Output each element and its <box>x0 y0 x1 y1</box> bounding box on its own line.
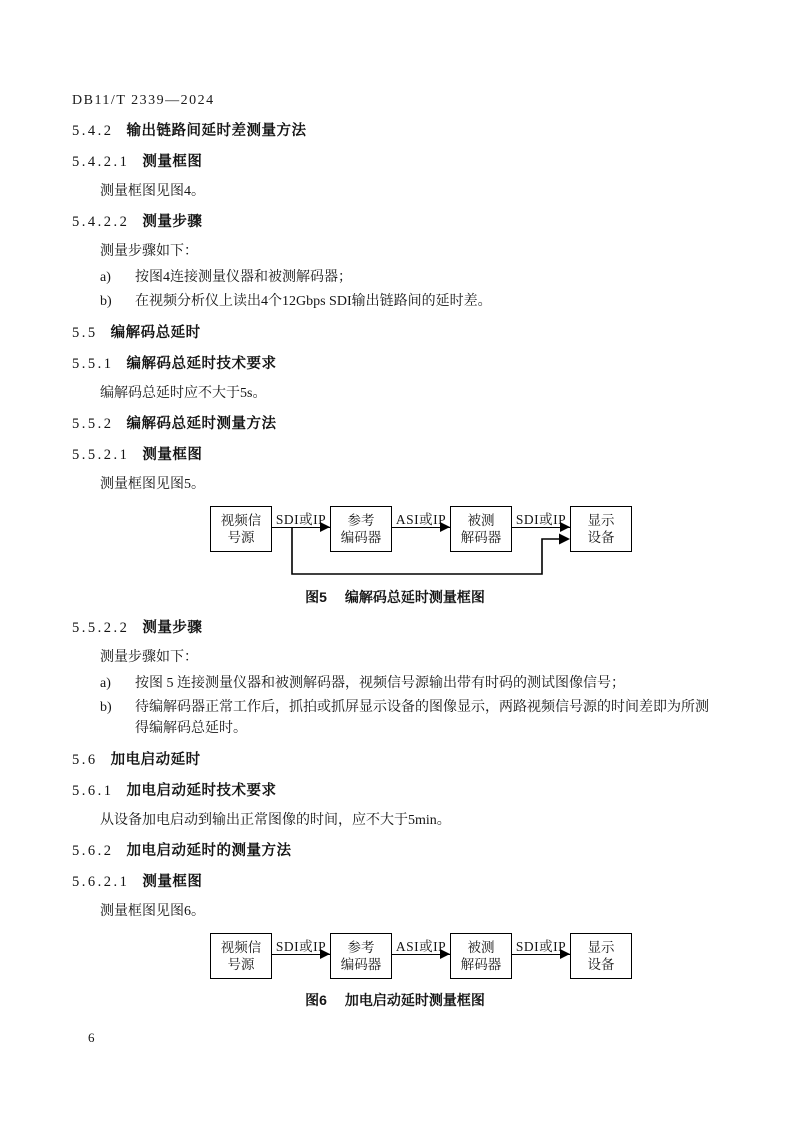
box-label-line: 参考 <box>347 940 375 955</box>
list-item <box>100 697 718 739</box>
arrow-right-icon <box>560 949 570 959</box>
diagram-box-video-signal-source <box>210 506 272 552</box>
list-item-label: b) <box>100 294 112 309</box>
arrow-right-icon <box>440 949 450 959</box>
list-item-label: b) <box>100 700 112 715</box>
diagram-box-reference-encoder <box>330 933 392 979</box>
heading-5-6-1 <box>72 782 718 801</box>
heading-title: 加电启动延时技术要求 <box>126 783 277 799</box>
connector-label: ASI或IP <box>395 939 447 954</box>
figure5-diagram <box>210 506 632 580</box>
list-item <box>100 673 718 694</box>
paragraph-see-figure4: 测量框图见图4。 <box>100 184 205 199</box>
arrow-right-icon <box>440 522 450 532</box>
paragraph-codec-delay-requirement: 编解码总延时应不大于5s。 <box>100 386 267 401</box>
heading-title: 加电启动延时 <box>110 752 201 768</box>
box-label-line: 显示 <box>587 940 615 955</box>
box-label-line: 显示 <box>587 513 615 528</box>
box-label-line: 视频信 <box>220 513 262 528</box>
box-label-line: 设备 <box>587 957 615 972</box>
figure-caption-title: 加电启动延时测量框图 <box>344 992 485 1008</box>
diagram-connector <box>392 933 450 979</box>
figure5-caption <box>72 588 718 607</box>
heading-number: 5.5.2.1 <box>72 447 130 463</box>
box-label-line: 被测 <box>467 940 495 955</box>
list-item-text: 按图 5 连接测量仪器和被测解码器，视频信号源输出带有时码的测试图像信号； <box>135 676 625 691</box>
connector-label: SDI或IP <box>515 939 567 954</box>
heading-5-4-2-1 <box>72 153 718 172</box>
list-item-text: 在视频分析仪上读出4个12Gbps SDI输出链路间的延时差。 <box>135 294 492 309</box>
list-item-label: a) <box>100 676 111 691</box>
heading-5-6-2 <box>72 842 718 861</box>
connector-label: SDI或IP <box>275 939 327 954</box>
diagram-box-reference-encoder <box>330 506 392 552</box>
connector-label: ASI或IP <box>395 512 447 527</box>
heading-number: 5.4.2.1 <box>72 154 130 170</box>
heading-number: 5.6 <box>72 752 98 768</box>
diagram-connector <box>272 933 330 979</box>
box-label-line: 解码器 <box>460 957 502 972</box>
heading-title: 编解码总延时 <box>110 325 201 341</box>
box-label-line: 视频信 <box>220 940 262 955</box>
heading-5-5-2-2 <box>72 619 718 638</box>
diagram-box-video-signal-source <box>210 933 272 979</box>
figure-caption-number: 图5 <box>305 589 327 605</box>
connector-label: SDI或IP <box>275 512 327 527</box>
heading-5-6 <box>72 751 718 770</box>
figure-caption-title: 编解码总延时测量框图 <box>344 589 485 605</box>
heading-number: 5.6.2 <box>72 843 114 859</box>
diagram-connector <box>392 506 450 552</box>
list-item <box>100 291 718 312</box>
arrow-right-icon <box>320 949 330 959</box>
paragraph-steps-intro: 测量步骤如下： <box>100 650 198 665</box>
box-label-line: 解码器 <box>460 530 502 545</box>
heading-5-5-1 <box>72 355 718 374</box>
box-label-line: 号源 <box>227 530 255 545</box>
heading-title: 加电启动延时的测量方法 <box>126 843 292 859</box>
page-number: 6 <box>88 1030 95 1045</box>
diagram-connector <box>272 506 330 552</box>
heading-number: 5.5.2 <box>72 416 114 432</box>
heading-number: 5.5 <box>72 325 98 341</box>
heading-5-6-2-1 <box>72 873 718 892</box>
connector-label: SDI或IP <box>515 512 567 527</box>
document-code: DB11/T 2339—2024 <box>72 93 215 108</box>
step-list-552 <box>72 673 718 739</box>
paragraph-see-figure6: 测量框图见图6。 <box>100 904 205 919</box>
figure6-caption <box>72 991 718 1010</box>
box-label-line: 被测 <box>467 513 495 528</box>
heading-number: 5.6.1 <box>72 783 114 799</box>
heading-number: 5.4.2 <box>72 123 114 139</box>
diagram-row <box>210 506 632 552</box>
box-label-line: 设备 <box>587 530 615 545</box>
list-item-label: a) <box>100 270 111 285</box>
diagram-connector <box>512 933 570 979</box>
paragraph-startup-delay-requirement: 从设备加电启动到输出正常图像的时间，应不大于5min。 <box>100 813 451 828</box>
heading-5-5-2 <box>72 415 718 434</box>
paragraph-steps-intro: 测量步骤如下： <box>100 244 198 259</box>
heading-title: 测量框图 <box>142 154 203 170</box>
diagram-box-display-device <box>570 506 632 552</box>
heading-5-4-2-2 <box>72 213 718 232</box>
arrow-right-icon <box>320 522 330 532</box>
heading-5-5 <box>72 324 718 343</box>
figure6-diagram <box>210 933 632 983</box>
diagram-box-decoder-under-test <box>450 506 512 552</box>
figure-caption-number: 图6 <box>305 992 327 1008</box>
arrow-right-icon <box>560 522 570 532</box>
step-list-542 <box>72 267 718 312</box>
heading-number: 5.6.2.1 <box>72 874 130 890</box>
heading-5-4-2 <box>72 122 718 141</box>
box-label-line: 编码器 <box>340 957 382 972</box>
diagram-box-decoder-under-test <box>450 933 512 979</box>
heading-title: 测量框图 <box>142 874 203 890</box>
heading-title: 输出链路间延时差测量方法 <box>126 123 307 139</box>
diagram-row <box>210 933 632 979</box>
heading-number: 5.5.2.2 <box>72 620 130 636</box>
heading-title: 编解码总延时技术要求 <box>126 356 277 372</box>
list-item-text: 待编解码器正常工作后，抓拍或抓屏显示设备的图像显示，两路视频信号源的时间差即为所测得编解码总延时。 <box>135 700 709 736</box>
diagram-box-display-device <box>570 933 632 979</box>
box-label-line: 参考 <box>347 513 375 528</box>
heading-number: 5.5.1 <box>72 356 114 372</box>
box-label-line: 编码器 <box>340 530 382 545</box>
heading-number: 5.4.2.2 <box>72 214 130 230</box>
heading-title: 测量步骤 <box>142 620 203 636</box>
heading-title: 测量框图 <box>142 447 203 463</box>
heading-title: 测量步骤 <box>142 214 203 230</box>
diagram-connector <box>512 506 570 552</box>
heading-5-5-2-1 <box>72 446 718 465</box>
list-item <box>100 267 718 288</box>
paragraph-see-figure5: 测量框图见图5。 <box>100 477 205 492</box>
box-label-line: 号源 <box>227 957 255 972</box>
list-item-text: 按图4连接测量仪器和被测解码器； <box>135 270 352 285</box>
heading-title: 编解码总延时测量方法 <box>126 416 277 432</box>
